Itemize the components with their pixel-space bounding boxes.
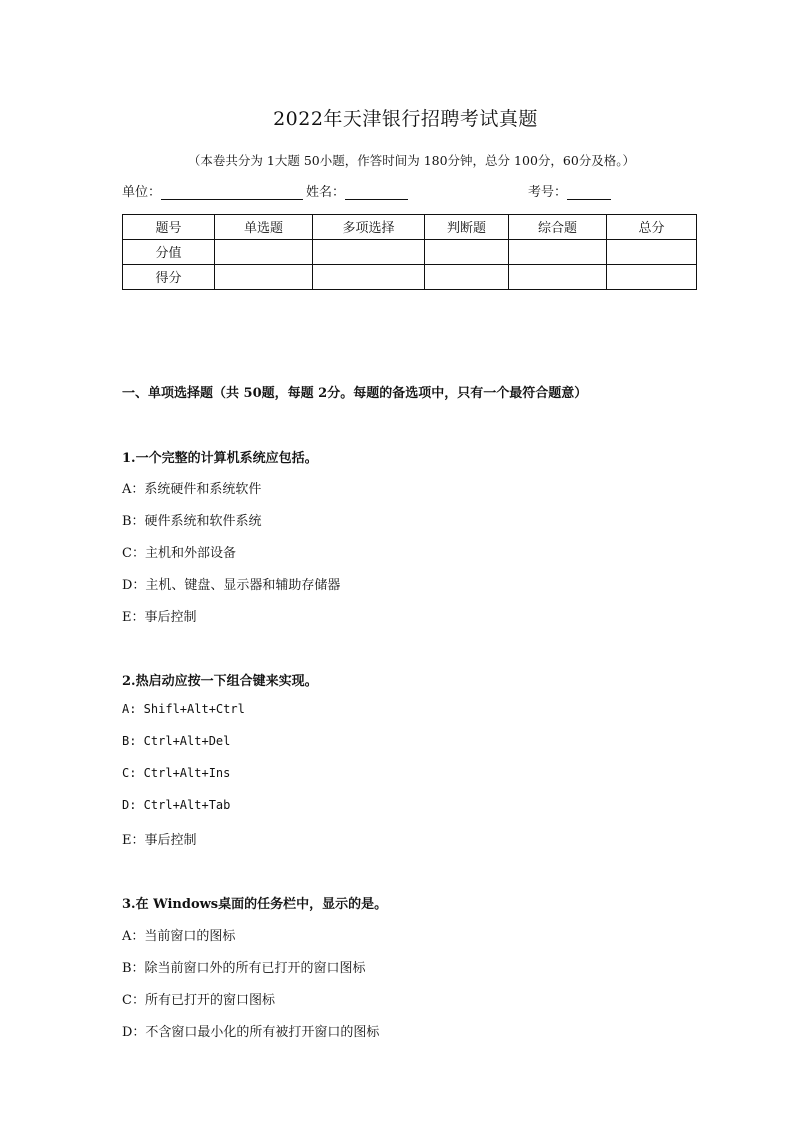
option-c[interactable]: C：主机和外部设备 (122, 546, 236, 561)
score-cell[interactable] (313, 240, 425, 265)
option-e[interactable]: E：事后控制 (122, 610, 197, 625)
header-cell: 题号 (123, 215, 215, 240)
option-c[interactable]: C: Ctrl+Alt+Ins (122, 766, 231, 780)
score-table (122, 214, 697, 290)
score-table-header-row (123, 215, 697, 240)
score-table-row (123, 265, 697, 290)
header-cell: 综合题 (509, 215, 607, 240)
option-b[interactable]: B：硬件系统和软件系统 (122, 514, 262, 529)
score-cell[interactable] (607, 240, 697, 265)
name-blank[interactable] (345, 185, 408, 200)
unit-field (122, 181, 303, 200)
score-cell[interactable] (215, 240, 313, 265)
score-cell[interactable] (509, 265, 607, 290)
header-cell: 单选题 (215, 215, 313, 240)
option-a[interactable]: A: Shifl+Alt+Ctrl (122, 702, 245, 716)
header-cell: 多项选择 (313, 215, 425, 240)
score-cell[interactable] (607, 265, 697, 290)
option-e[interactable]: E：事后控制 (122, 833, 197, 848)
name-field (306, 181, 408, 200)
header-cell: 判断题 (425, 215, 509, 240)
exam-number-label: 考号： (528, 185, 568, 200)
option-b[interactable]: B: Ctrl+Alt+Del (122, 734, 231, 748)
page-subtitle: （本卷共分为 1大题 50小题，作答时间为 180分钟，总分 100分，60分及格。） (187, 153, 636, 168)
score-cell[interactable] (425, 265, 509, 290)
name-label: 姓名： (306, 185, 346, 200)
option-d[interactable]: D：不含窗口最小化的所有被打开窗口的图标 (122, 1025, 380, 1040)
question-stem: 3.在 Windows桌面的任务栏中，显示的是。 (122, 897, 388, 912)
option-d[interactable]: D：主机、键盘、显示器和辅助存储器 (122, 578, 341, 593)
exam-number-blank[interactable] (567, 185, 611, 200)
row-label: 得分 (123, 265, 215, 290)
option-d[interactable]: D: Ctrl+Alt+Tab (122, 798, 231, 812)
option-c[interactable]: C：所有已打开的窗口图标 (122, 993, 275, 1008)
score-cell[interactable] (425, 240, 509, 265)
section-title: 一、单项选择题（共 50题，每题 2分。每题的备选项中，只有一个最符合题意） (122, 386, 588, 401)
candidate-info-row (122, 181, 702, 201)
exam-number-field (528, 181, 611, 200)
score-cell[interactable] (313, 265, 425, 290)
option-a[interactable]: A：当前窗口的图标 (122, 929, 236, 944)
option-a[interactable]: A：系统硬件和系统软件 (122, 482, 262, 497)
score-cell[interactable] (215, 265, 313, 290)
score-table-row (123, 240, 697, 265)
question-stem: 1.一个完整的计算机系统应包括。 (122, 451, 318, 466)
unit-label: 单位： (122, 185, 162, 200)
option-b[interactable]: B：除当前窗口外的所有已打开的窗口图标 (122, 961, 366, 976)
header-cell: 总分 (607, 215, 697, 240)
unit-blank[interactable] (161, 185, 303, 200)
question-stem: 2.热启动应按一下组合键来实现。 (122, 674, 318, 689)
row-label: 分值 (123, 240, 215, 265)
page-title: 2022年天津银行招聘考试真题 (273, 108, 538, 130)
score-cell[interactable] (509, 240, 607, 265)
